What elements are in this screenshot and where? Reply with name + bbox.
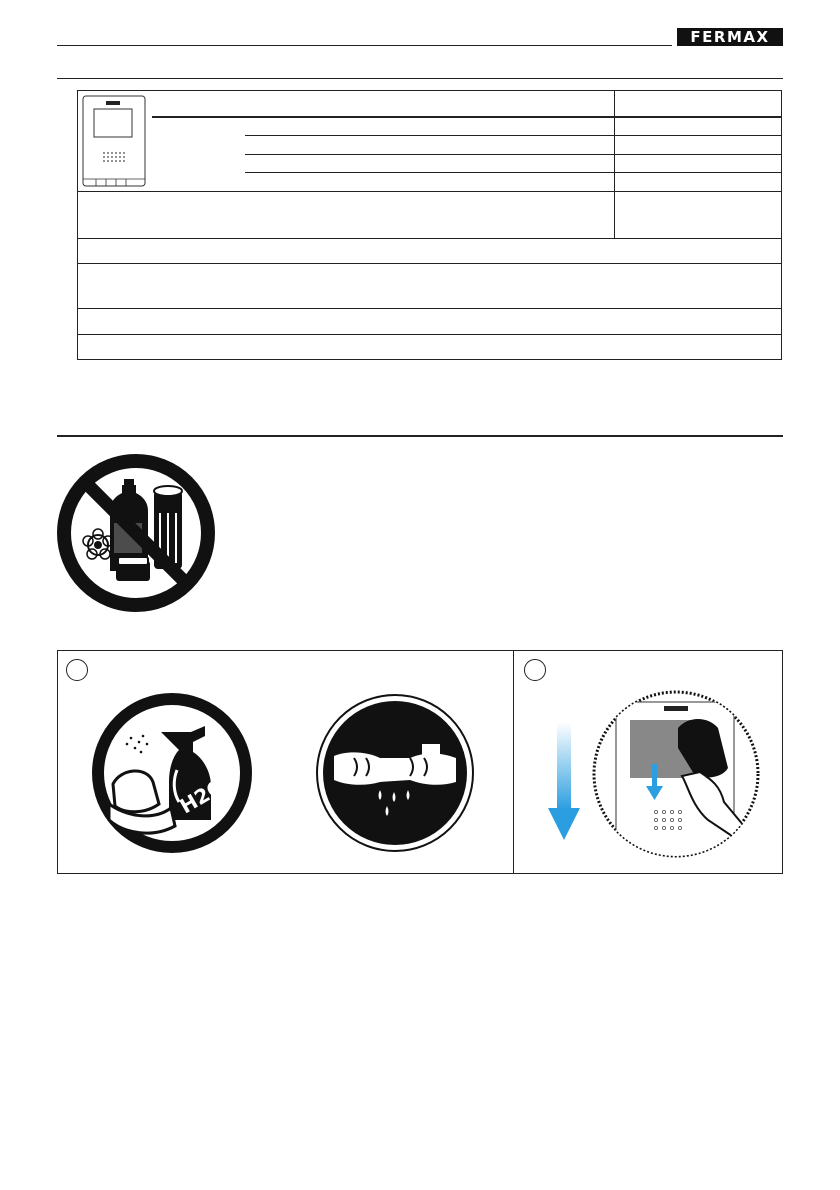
spec-table <box>77 90 782 360</box>
table-row-line <box>77 238 782 239</box>
step-marker-a <box>66 659 88 681</box>
section-rule-cleaning <box>57 435 783 437</box>
fermax-logo: FERMAX <box>677 28 783 46</box>
header-rule <box>57 45 672 46</box>
step-marker-b <box>524 659 546 681</box>
table-divider-v <box>614 90 615 238</box>
h2o-label: H2O <box>175 773 229 819</box>
wring-cloth-icon <box>314 692 476 854</box>
wipe-direction-arrow <box>546 722 582 842</box>
monitor-thumbnail <box>82 95 146 187</box>
section-rule-top <box>57 78 783 79</box>
table-row-line <box>245 135 782 136</box>
table-row-line <box>77 308 782 309</box>
no-chemical-cleaners-icon <box>56 453 216 613</box>
table-row-line <box>77 191 782 192</box>
wipe-monitor-icon <box>590 688 762 860</box>
table-row-line <box>152 116 782 118</box>
table-row-line <box>245 172 782 173</box>
spray-water-on-cloth-icon <box>91 692 253 854</box>
table-row-line <box>77 263 782 264</box>
table-row-line <box>77 334 782 335</box>
table-row-line <box>245 154 782 155</box>
panel-divider <box>513 650 514 874</box>
